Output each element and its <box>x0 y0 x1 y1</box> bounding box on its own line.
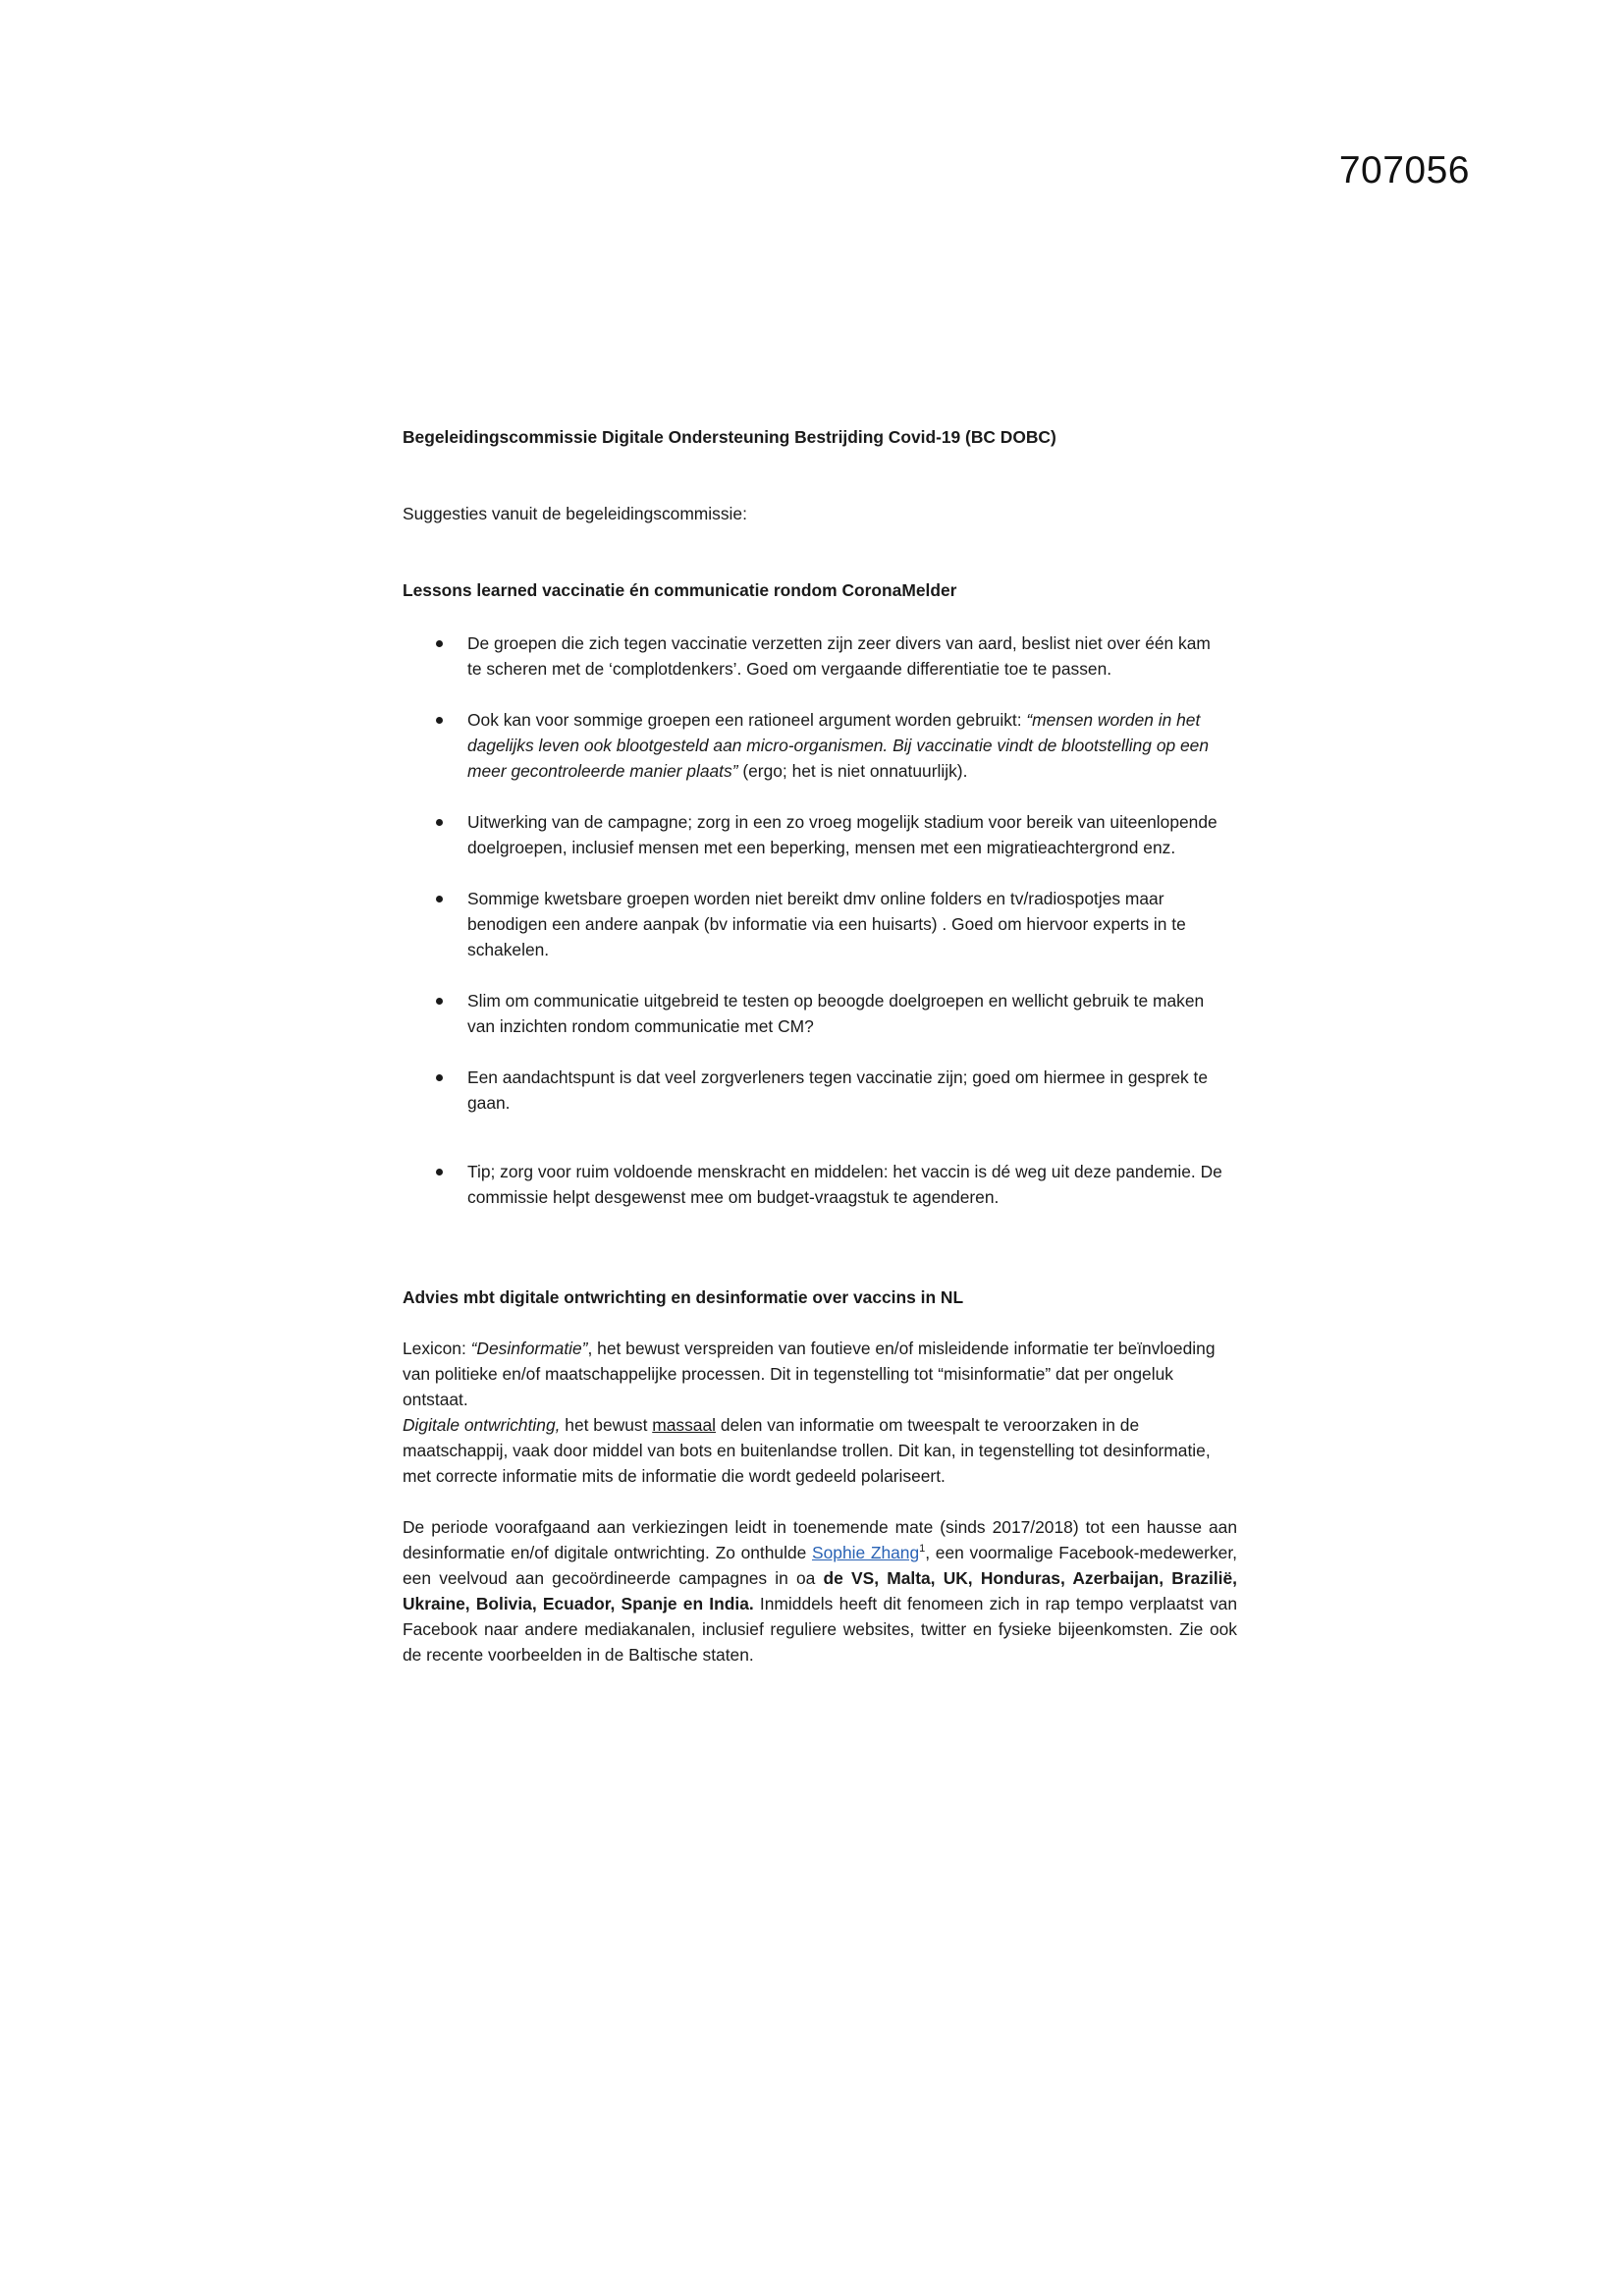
footnote-ref: 1 <box>919 1543 926 1556</box>
lessons-list <box>403 630 1237 1210</box>
section-heading-advies: Advies mbt digitale ontwrichting en desinformatie over vaccins in NL <box>403 1287 964 1307</box>
section-heading-lessons: Lessons learned vaccinatie én communicatie rondom CoronaMelder <box>403 580 957 600</box>
list-item: Slim om communicatie uitgebreid te testen op beoogde doelgroepen en wellicht gebruik te maken van inzichten rondom communicatie met CM? <box>403 988 1237 1039</box>
intro-text: Suggesties vanuit de begeleidingscommissie: <box>403 504 747 523</box>
sophie-zhang-link[interactable]: Sophie Zhang <box>812 1543 920 1562</box>
list-item: De groepen die zich tegen vaccinatie verzetten zijn zeer divers van aard, beslist niet over één kam te scheren met de ‘complotdenkers’. Goed om vergaande differentiatie toe te passen. <box>403 630 1237 682</box>
list-item: Tip; zorg voor ruim voldoende menskracht en middelen: het vaccin is dé weg uit deze pandemie. De commissie helpt desgewenst mee om budget-vraagstuk te agenderen. <box>403 1159 1237 1210</box>
document-title: Begeleidingscommissie Digitale Ondersteuning Bestrijding Covid-19 (BC DOBC) <box>403 427 1056 447</box>
lexicon-paragraph: Lexicon: “Desinformatie”, het bewust verspreiden van foutieve en/of misleidende informatie ter beïnvloeding van politieke en/of maatschappelijke processen. Dit in tegenstelling tot “misinformatie” dat per ongeluk ontstaat. Digitale ontwrichting, het bewust massaal delen van informatie om tweespalt te veroorzaken in de maatschappij, vaak door middel van bots en buitenlandse trollen. Dit kan, in tegenstelling tot desinformatie, met correcte informatie mits de informatie die wordt gedeeld polariseert. <box>403 1339 1216 1486</box>
document-body <box>403 424 1237 1667</box>
document-number: 707056 <box>1338 149 1470 191</box>
list-item: Sommige kwetsbare groepen worden niet bereikt dmv online folders en tv/radiospotjes maar benodigen een andere aanpak (bv informatie via een huisarts) . Goed om hiervoor experts in te schakelen. <box>403 886 1237 962</box>
elections-paragraph: De periode voorafgaand aan verkiezingen leidt in toenemende mate (sinds 2017/2018) tot een hausse aan desinformatie en/of digitale ontwrichting. Zo onthulde Sophie Zhang$^1$, een voormalige Facebook-medewerker, een veelvoud aan gecoördineerde campagnes in oa de VS, Malta, UK, Honduras, Azerbaijan, Brazilië, Ukraine, Bolivia, Ecuador, Spanje en India. Inmiddels heeft dit fenomeen zich in rap tempo verplaatst van Facebook naar andere mediakanalen, inclusief reguliere websites, twitter en fysieke bijeenkomsten. Zie ook de recente voorbeelden in de Baltische staten. <box>403 1517 1237 1665</box>
list-item: Een aandachtspunt is dat veel zorgverleners tegen vaccinatie zijn; goed om hiermee in gesprek te gaan. <box>403 1065 1237 1116</box>
list-item: Uitwerking van de campagne; zorg in een zo vroeg mogelijk stadium voor bereik van uiteenlopende doelgroepen, inclusief mensen met een beperking, mensen met een migratieachtergrond enz. <box>403 809 1237 860</box>
list-item: Ook kan voor sommige groepen een rationeel argument worden gebruikt: “mensen worden in het dagelijks leven ook blootgesteld aan micro-organismen. Bij vaccinatie vindt de blootstelling op een meer gecontroleerde manier plaats” (ergo; het is niet onnatuurlijk). <box>403 707 1237 784</box>
